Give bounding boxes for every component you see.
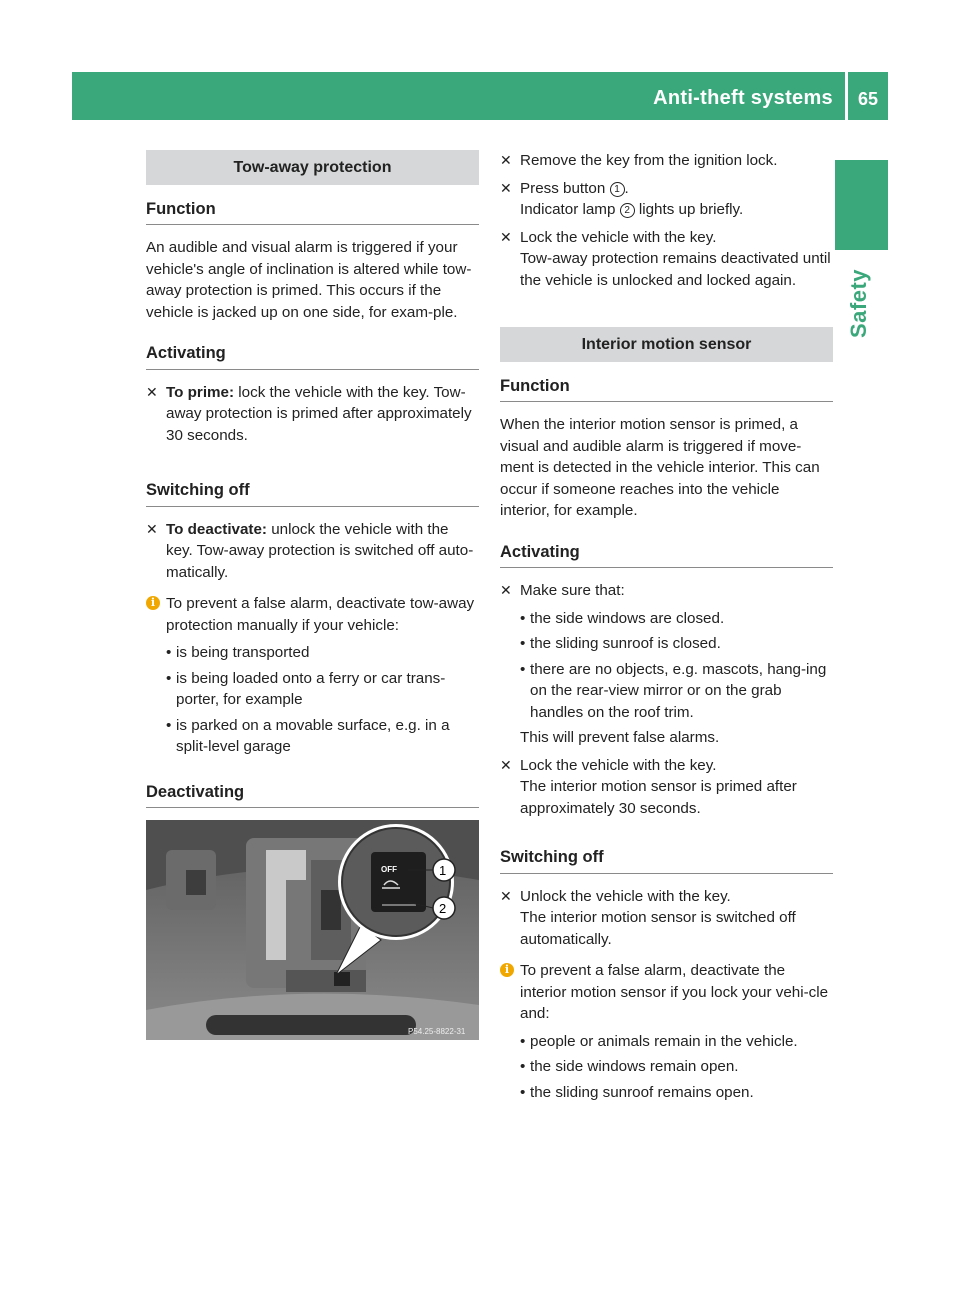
step-detail: The interior motion sensor is primed after approximately 30 seconds. <box>520 778 797 817</box>
step-marker-icon: ✕ <box>500 179 512 196</box>
info-note-text: To prevent a false alarm, deactivate the interior motion sensor if you lock your vehi-cle and: <box>520 962 829 1022</box>
step-text: Make sure that: <box>520 582 625 599</box>
step-make-sure <box>500 580 833 602</box>
page-header <box>72 72 888 120</box>
list-item: • the side windows remain open. <box>520 1058 739 1075</box>
right-column <box>500 150 833 1107</box>
list-item-text: is being transported <box>176 644 310 661</box>
off-label: OFF <box>381 865 397 874</box>
heading-switching-off: Switching off <box>500 841 833 874</box>
heading-function: Function <box>500 370 833 403</box>
page-number: 65 <box>857 89 878 109</box>
step-lock-vehicle-2 <box>500 755 833 820</box>
step-marker-icon: ✕ <box>500 582 512 598</box>
function-text: When the interior motion sensor is primed, a visual and audible alarm is triggered if move-ment is detected in the vehicle interior. This can occur if someone reaches into the vehicle interior, for example. <box>500 416 820 519</box>
step-deactivate-text: unlock the vehicle with the key. Tow-away protection is switched off auto-matically. <box>166 520 474 581</box>
heading-activating: Activating <box>500 536 833 569</box>
heading-deactivating: Deactivating <box>146 776 479 809</box>
callout-ref-2: 2 <box>620 203 635 218</box>
info-note <box>500 960 833 1025</box>
section-band-tow-away: Tow-away protection <box>146 150 479 185</box>
section-tab <box>835 160 888 250</box>
step-marker-icon: ✕ <box>500 887 512 904</box>
step-marker-icon: ✕ <box>146 383 158 400</box>
info-note <box>146 593 479 636</box>
list-item: • is being loaded onto a ferry or car trans-porter, for example <box>166 669 446 708</box>
step-prime-text: lock the vehicle with the key. Tow-away protection is primed after approximately 30 seconds. <box>166 383 472 444</box>
list-item-text: the side windows are closed. <box>530 609 725 627</box>
list-item: • there are no objects, e.g. mascots, hang-ing on the rear-view mirror or on the grab handles on the roof trim. <box>520 660 827 721</box>
heading-activating: Activating <box>146 337 479 370</box>
list-item-text: is being loaded onto a ferry or car trans-porter, for example <box>176 669 446 708</box>
step-text: Lock the vehicle with the key. <box>520 756 717 774</box>
step-marker-icon: ✕ <box>500 152 512 168</box>
step-text: Press button <box>520 179 610 197</box>
step-detail: Indicator lamp <box>520 201 620 218</box>
list-item: • the sliding sunroof is closed. <box>520 635 721 652</box>
list-item: • is being transported <box>166 644 310 661</box>
list-item: • people or animals remain in the vehicle. <box>520 1032 798 1050</box>
heading-switching-off: Switching off <box>146 474 479 507</box>
image-code: P54.25-8822-31 <box>408 1027 466 1036</box>
heading-function: Function <box>146 193 479 226</box>
step-lock-vehicle <box>500 227 833 292</box>
step-remove-key <box>500 150 833 172</box>
list-item-text: the sliding sunroof remains open. <box>530 1083 754 1101</box>
step-marker-icon: ✕ <box>500 756 512 773</box>
callout-ref-1: 1 <box>610 182 625 197</box>
list-item-text: there are no objects, e.g. mascots, hang-ing on the rear-view mirror or on the grab handles on the roof trim. <box>530 660 827 721</box>
step-prime <box>146 382 479 447</box>
list-item: • is parked on a movable surface, e.g. in a split-level garage <box>166 716 450 755</box>
chapter-title: Anti-theft systems <box>653 87 833 109</box>
function-text: An audible and visual alarm is triggered if your vehicle's angle of inclination is altered while tow-away protection is primed. This occurs if the vehicle is jacked up on one side, for exam-ple. <box>146 239 472 321</box>
step-text: Lock the vehicle with the key. <box>520 228 717 246</box>
list-item: • the sliding sunroof remains open. <box>520 1083 754 1101</box>
overhead-control-photo <box>146 820 479 1040</box>
section-band-interior-motion: Interior motion sensor <box>500 327 833 362</box>
step-marker-icon: ✕ <box>500 228 512 245</box>
step-marker-icon: ✕ <box>146 520 158 537</box>
callout-2-label: 2 <box>439 901 447 916</box>
list-item-text: people or animals remain in the vehicle. <box>530 1032 798 1050</box>
step-detail: Tow-away protection remains deactivated until the vehicle is unlocked and locked again. <box>520 250 831 289</box>
step-detail: The interior motion sensor is switched off automatically. <box>520 909 796 948</box>
list-item-text: the sliding sunroof is closed. <box>530 635 721 652</box>
list-item-text: the side windows remain open. <box>530 1058 739 1075</box>
overhead-control-illustration <box>146 820 479 1040</box>
step-text: Unlock the vehicle with the key. <box>520 887 731 905</box>
step-prime-bold: To prime: <box>166 383 235 401</box>
step-press-button <box>500 178 833 221</box>
step-deactivate <box>146 519 479 584</box>
info-note-text: To prevent a false alarm, deactivate tow-away protection manually if your vehicle: <box>166 595 475 634</box>
list-item: • the side windows are closed. <box>520 609 725 627</box>
step-text: . <box>624 179 629 197</box>
info-icon: i <box>500 963 514 977</box>
step-text: Remove the key from the ignition lock. <box>520 152 778 169</box>
prevent-text: This will prevent false alarms. <box>520 729 720 746</box>
list-item-text: is parked on a movable surface, e.g. in a split-level garage <box>176 716 450 755</box>
callout-1-label: 1 <box>439 863 447 878</box>
section-label: Safety <box>846 268 871 338</box>
step-unlock <box>500 886 833 951</box>
left-column <box>146 150 479 1040</box>
step-deactivate-bold: To deactivate: <box>166 520 267 538</box>
step-detail: lights up briefly. <box>634 201 744 218</box>
info-icon: i <box>146 596 160 610</box>
